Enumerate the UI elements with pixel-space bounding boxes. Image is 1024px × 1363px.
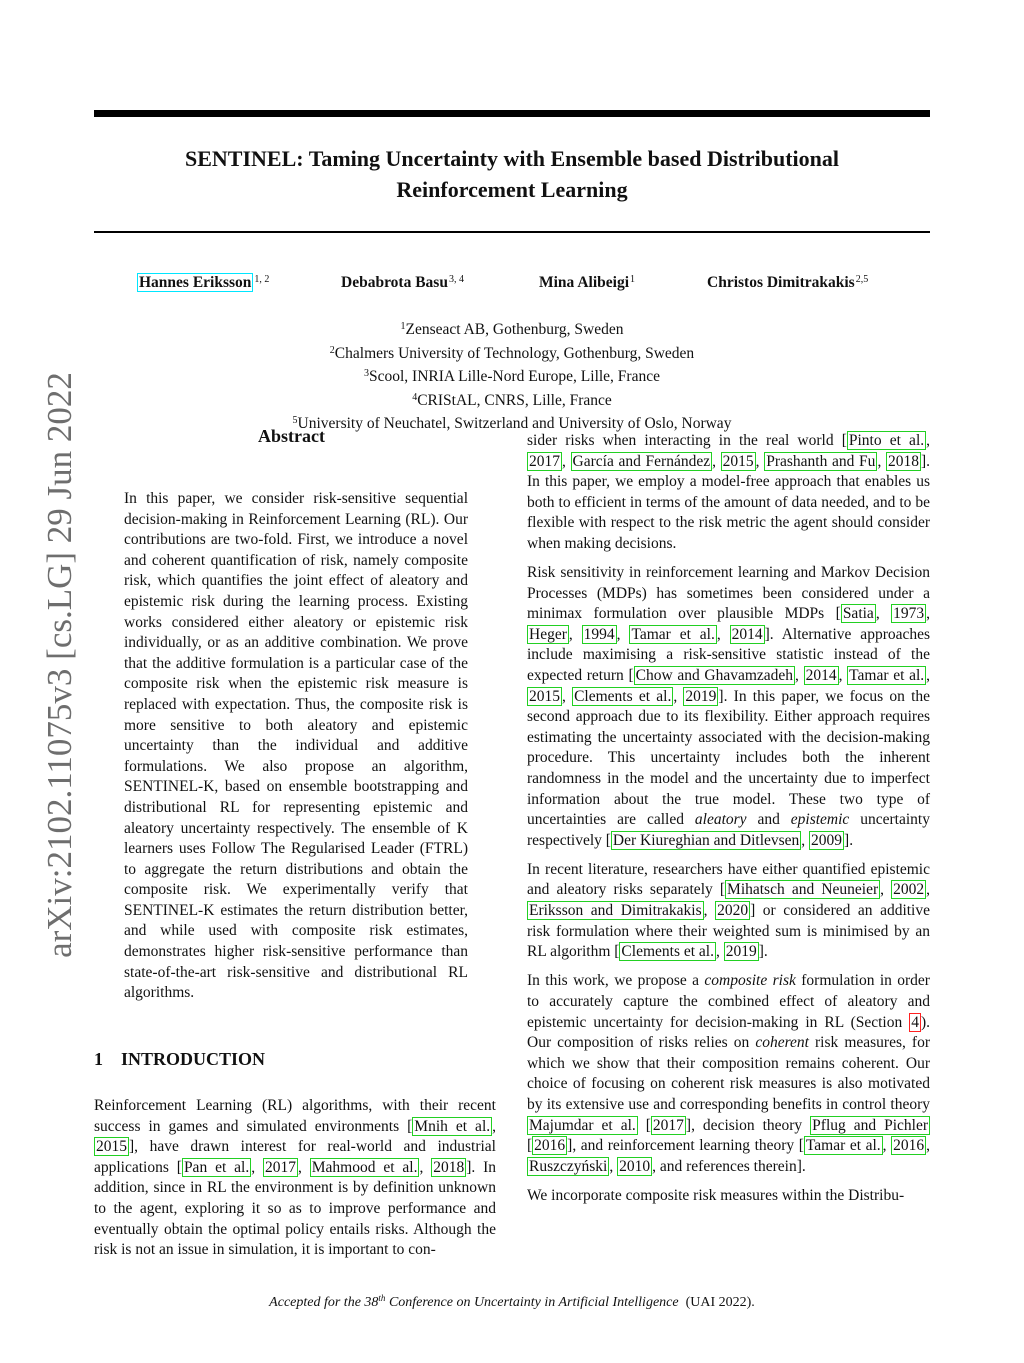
affiliation-1-text: Zenseact AB, Gothenburg, Sweden bbox=[405, 321, 624, 338]
text: [ bbox=[527, 1137, 533, 1155]
citation-link[interactable]: Mahmood et al. bbox=[311, 1158, 418, 1176]
text: [ bbox=[637, 1116, 651, 1134]
citation-link[interactable]: Satia bbox=[842, 605, 874, 623]
citation-link[interactable]: Prashanth and Fu bbox=[766, 452, 876, 470]
citation-link[interactable]: 2015 bbox=[529, 687, 560, 705]
citation-link[interactable]: Heger bbox=[529, 625, 567, 643]
affiliation-4-sup: 4 bbox=[412, 391, 418, 403]
section-title: INTRODUCTION bbox=[121, 1049, 266, 1069]
citation-link[interactable]: Tamar et al. bbox=[631, 625, 715, 643]
footer-text: Conference on Uncertainty in Artificial Intelligence bbox=[385, 1295, 679, 1310]
affiliation-3 bbox=[0, 364, 1024, 388]
citation-link[interactable]: 2002 bbox=[893, 881, 925, 899]
emphasis: composite risk bbox=[704, 972, 796, 990]
affiliation-1-sup: 1 bbox=[400, 321, 406, 332]
author-2-sup: 3, 4 bbox=[448, 274, 464, 285]
author-1-link[interactable]: Hannes Eriksson bbox=[139, 274, 252, 291]
text: , bbox=[568, 625, 582, 643]
text: , bbox=[492, 1117, 496, 1135]
text: , bbox=[703, 902, 716, 920]
citation-link[interactable]: 2016 bbox=[534, 1137, 566, 1155]
author-1-sup: 1, 2 bbox=[254, 274, 270, 285]
section-number: 1 bbox=[94, 1049, 103, 1069]
text: , bbox=[673, 687, 684, 705]
text: , bbox=[882, 1137, 892, 1155]
section-heading-introduction bbox=[94, 1049, 265, 1070]
text: risk measures, for which we show that their composition remains coherent. Our choice of focusing on coherent risk measures is also motivated by its extensive use and corresponding benefits in control theory bbox=[527, 1034, 930, 1113]
text: , bbox=[715, 943, 724, 961]
emphasis: aleatory bbox=[694, 811, 747, 829]
citation-link[interactable]: 2014 bbox=[805, 667, 837, 685]
text: , bbox=[755, 452, 765, 470]
text: , bbox=[926, 667, 931, 685]
text: , bbox=[875, 605, 892, 623]
citation-link[interactable]: Chow and Ghavamzadeh bbox=[635, 667, 794, 685]
emphasis: coherent bbox=[755, 1034, 809, 1052]
author-list bbox=[0, 274, 1024, 298]
citation-link[interactable]: García and Fernández bbox=[572, 452, 711, 470]
author-4-sup: 2,5 bbox=[855, 274, 869, 285]
text: , bbox=[801, 831, 810, 849]
text: , bbox=[562, 687, 573, 705]
affiliation-1 bbox=[0, 317, 1024, 341]
text: uncertainty respectively [ bbox=[527, 811, 930, 849]
affiliation-2-sup: 2 bbox=[329, 344, 335, 356]
top-rule bbox=[94, 110, 930, 117]
text: ] or considered an additive risk formulation where their weighted sum is minimised by an RL algorithm [ bbox=[527, 902, 930, 961]
author-4 bbox=[707, 274, 868, 292]
text: ]. bbox=[844, 831, 854, 849]
paragraph-risk-sensitivity bbox=[527, 563, 930, 851]
citation-link[interactable]: 2017 bbox=[652, 1116, 684, 1134]
citation-link[interactable]: 2018 bbox=[887, 452, 919, 470]
citation-link[interactable]: 1973 bbox=[893, 605, 925, 623]
text: , bbox=[877, 452, 886, 470]
text: , bbox=[419, 1158, 432, 1176]
title-line-2: Reinforcement Learning bbox=[396, 177, 628, 202]
text: formulation in order to accurately capture the combined effect of aleatory and epistemic uncertainty for decision-making in RL (Section bbox=[527, 972, 930, 1031]
citation-link[interactable]: 2015 bbox=[96, 1138, 127, 1156]
affiliation-4-text: CRIStAL, CNRS, Lille, France bbox=[417, 391, 612, 409]
text: , bbox=[297, 1158, 310, 1176]
text: ]. In this paper, we focus on the second approach due to its flexibility. Either approach requires estimating the uncertainty associated with the decision-making procedure. This uncertainty includes both the inherent randomness in the model and the uncertainty due to imperfect information about the true model. These two type of uncertainties are called bbox=[527, 687, 931, 829]
citation-link[interactable]: Tamar et al. bbox=[849, 667, 925, 685]
author-3 bbox=[539, 274, 635, 292]
citation-link[interactable]: Clements et al. bbox=[574, 687, 672, 705]
intro-paragraph-left bbox=[94, 1096, 496, 1261]
affiliation-3-text: Scool, INRIA Lille-Nord Europe, Lille, France bbox=[369, 368, 660, 385]
citation-link[interactable]: 2009 bbox=[811, 831, 843, 849]
author-2-name: Debabrota Basu bbox=[341, 274, 448, 291]
citation-link[interactable]: 2019 bbox=[725, 943, 757, 961]
arxiv-stamp: arXiv:2102.11075v3 [cs.LG] 29 Jun 2022 bbox=[40, 372, 79, 958]
footer-sup: th bbox=[378, 1293, 386, 1303]
text: , bbox=[795, 667, 804, 685]
citation-link[interactable]: 2015 bbox=[722, 452, 754, 470]
affiliation-3-sup: 3 bbox=[364, 368, 369, 379]
text: Reinforcement Learning (RL) algorithms, with their recent success in games and simulated environments [ bbox=[94, 1097, 496, 1135]
author-2 bbox=[341, 274, 464, 292]
citation-link[interactable]: 2010 bbox=[619, 1157, 651, 1175]
citation-link[interactable]: 2014 bbox=[731, 625, 763, 643]
abstract-paragraph: In this paper, we consider risk-sensitive sequential decision-making in Reinforcement Learning (RL). Our contributions are two-fold. First, we introduce a novel and coherent quantification of risk, namely composite risk, which quantifies the joint effect of aleatory and epistemic risk during the learning process. Existing works considered either aleatory or epistemic risk individually, or as an additive combination. We prove that the additive formulation is a particular case of the composite risk when the epistemic risk measure is replaced with expectation. Thus, the composite risk is more sensitive to both aleatory and epistemic uncertainty than the individual and additive formulations. We also propose an algorithm, SENTINEL-K, based on ensemble bootstrapping and distributional RL for representing epistemic and aleatory uncertainty respectively. The ensemble of K learners uses Follow The Regularised Leader (FTRL) to aggregate the return distributions and obtain the composite risk. We experimentally verify that SENTINEL-K estimates the return distribution better, and while used with composite risk estimates, demonstrates higher risk-sensitive performance than state-of-the-art risk-sensitive and distributional RL algorithms. bbox=[124, 490, 468, 1002]
citation-link[interactable]: 1994 bbox=[583, 625, 615, 643]
text: , bbox=[562, 452, 571, 470]
text: ]. In this paper, we employ a model-free approach that enables us both to efficient in terms of the amount of data needed, and to be flexible with respect to the risk metric the agent should consider when making decisions. bbox=[527, 452, 931, 552]
affiliation-4 bbox=[0, 388, 1024, 412]
citation-link[interactable]: Mihatsch and Neuneier bbox=[727, 881, 879, 899]
citation-link[interactable]: Pflug and Pichler bbox=[812, 1116, 928, 1134]
section-link[interactable]: 4 bbox=[911, 1013, 919, 1031]
footer-text: Accepted for the 38 bbox=[269, 1295, 379, 1310]
paragraph-recent-literature bbox=[527, 860, 930, 963]
text: ], decision theory bbox=[685, 1116, 811, 1134]
citation-link[interactable]: Tamar et al. bbox=[805, 1137, 881, 1155]
right-column bbox=[527, 431, 930, 1215]
text: , bbox=[712, 452, 721, 470]
affiliations bbox=[0, 317, 1024, 435]
abstract-text bbox=[124, 489, 468, 1004]
citation-link[interactable]: Pinto et al. bbox=[848, 432, 925, 449]
text: , bbox=[926, 881, 931, 899]
footer-tail: (UAI 2022). bbox=[685, 1295, 755, 1310]
paragraph-distributional: We incorporate composite risk measures within the Distribu- bbox=[527, 1186, 905, 1204]
citation-link[interactable]: 2019 bbox=[685, 687, 717, 705]
citation-link[interactable]: 2016 bbox=[893, 1137, 925, 1155]
text: sider risks when interacting in the real world [ bbox=[527, 432, 847, 449]
citation-link[interactable]: Majumdar et al. bbox=[529, 1116, 636, 1134]
footer-note bbox=[0, 1293, 1024, 1311]
intro-paragraph-continued bbox=[527, 431, 930, 555]
text: ], and reinforcement learning theory [ bbox=[567, 1137, 804, 1155]
text: In this work, we propose a bbox=[527, 972, 705, 990]
affiliation-5-text: University of Neuchatel, Switzerland and University of Oslo, Norway bbox=[297, 415, 732, 432]
text: ]. bbox=[758, 943, 768, 961]
citation-link[interactable]: Clements et al. bbox=[621, 943, 714, 961]
text: , bbox=[838, 667, 848, 685]
text: , and references therein]. bbox=[652, 1157, 806, 1175]
text: , bbox=[880, 881, 892, 899]
text: Risk sensitivity in reinforcement learning and Markov Decision Processes (MDPs) has sometimes been considered under a minimax formulation over plausible MDPs [ bbox=[527, 564, 930, 623]
author-4-name: Christos Dimitrakakis bbox=[707, 274, 855, 291]
author-1 bbox=[137, 274, 269, 292]
paper-title bbox=[94, 143, 930, 205]
title-line-1: SENTINEL: Taming Uncertainty with Ensemble based Distributional bbox=[185, 146, 839, 171]
text: ). Our composition of risks relies on bbox=[527, 1013, 930, 1052]
text: In recent literature, researchers have either quantified epistemic and aleatory risks separately [ bbox=[527, 860, 930, 899]
citation-link[interactable]: Der Kiureghian and Ditlevsen bbox=[612, 831, 800, 849]
citation-link[interactable]: 2017 bbox=[529, 452, 560, 470]
citation-link[interactable]: Ruszczyński bbox=[529, 1157, 608, 1175]
paragraph-composite-risk bbox=[527, 971, 930, 1177]
affiliation-5-sup: 5 bbox=[292, 415, 298, 426]
text: , bbox=[926, 1137, 930, 1155]
citation-link[interactable]: Mnih et al. bbox=[414, 1117, 491, 1135]
affiliation-2 bbox=[0, 341, 1024, 365]
citation-link[interactable]: 2020 bbox=[717, 902, 749, 920]
text: , bbox=[926, 605, 931, 623]
author-3-sup: 1 bbox=[630, 274, 635, 285]
text: , bbox=[251, 1158, 263, 1176]
text: , bbox=[609, 1157, 618, 1175]
text: , bbox=[926, 432, 930, 449]
text: ], have drawn interest for real-world and industrial applications [ bbox=[94, 1138, 496, 1176]
text: ]. In addition, since in RL the environment is by definition unknown to the agent, exploring it so as to improve performance and eventually obtain the optimal policy entails risks. Although the risk is not an issue in simulation, it is important to con- bbox=[94, 1158, 497, 1259]
emphasis: epistemic bbox=[790, 811, 850, 829]
text: , bbox=[716, 625, 730, 643]
citation-link[interactable]: 2017 bbox=[264, 1158, 296, 1176]
citation-link[interactable]: Pan et al. bbox=[183, 1158, 250, 1176]
text: and bbox=[746, 811, 791, 829]
title-rule bbox=[94, 231, 930, 233]
author-3-name: Mina Alibeigi bbox=[539, 274, 629, 291]
citation-link[interactable]: 2018 bbox=[433, 1158, 465, 1176]
affiliation-2-text: Chalmers University of Technology, Gothenburg, Sweden bbox=[334, 344, 695, 362]
citation-link[interactable]: Eriksson and Dimitrakakis bbox=[529, 902, 702, 920]
text: , bbox=[616, 625, 630, 643]
abstract-heading: Abstract bbox=[258, 426, 325, 446]
text: ]. Alternative approaches include maximising a risk-sensitive statistic instead of the expected return [ bbox=[527, 625, 931, 685]
